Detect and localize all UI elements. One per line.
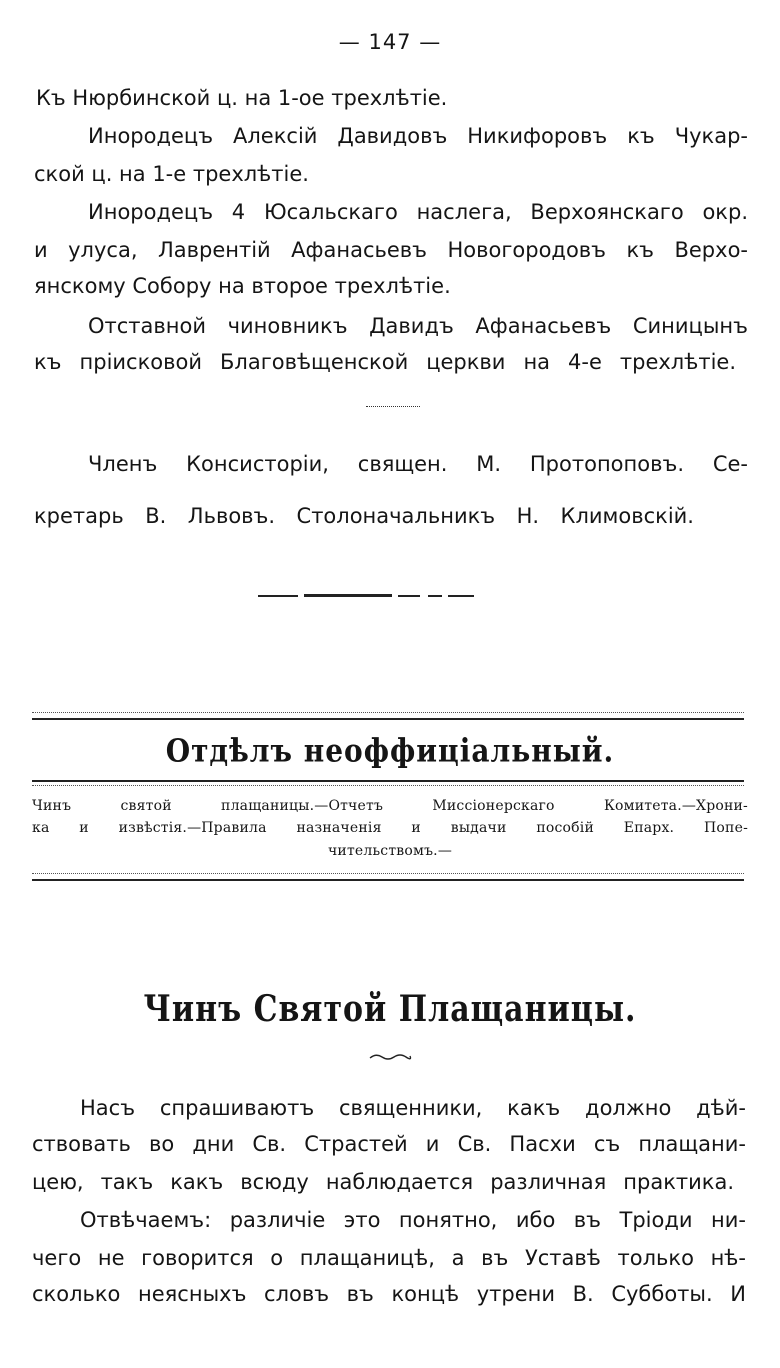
signature-line-1: Членъ Консисторіи, священ. М. Протопоповъ. Се- (88, 452, 748, 476)
tilde-ornament (368, 1052, 412, 1062)
appointment-line-6: янскому Собору на второе трехлѣтіе. (34, 274, 451, 298)
dotted-separator (366, 406, 420, 407)
section-rule-bottom-dotted (32, 873, 744, 874)
section-title: Отдѣлъ неоффиціальный. (165, 731, 615, 770)
appointment-line-7: Отставной чиновникъ Давидъ Афанасьевъ Синицынъ (88, 314, 748, 338)
section-contents-line-3: чительствомъ.— (327, 843, 453, 859)
section-rule-middle-dotted (32, 785, 744, 786)
article-line-3: цею, такъ какъ всюду наблюдается различная практика. (32, 1170, 734, 1194)
page-number: — 147 — (338, 30, 442, 54)
section-rule-middle (32, 780, 744, 782)
section-rule-top (32, 718, 744, 720)
article-line-5: чего не говорится о плащаницѣ, а въ Уставѣ только нѣ- (32, 1246, 746, 1270)
ornamental-divider (258, 594, 474, 598)
signature-line-2: кретарь В. Львовъ. Столоначальникъ Н. Климовскій. (34, 504, 694, 528)
section-contents-line-1: Чинъ святой плащаницы.—Отчетъ Миссіонерскаго Комитета.—Хрони- (32, 798, 748, 814)
section-contents-line-2: ка и извѣстія.—Правила назначенія и выдачи пособій Епарх. Попе- (32, 820, 748, 836)
appointment-line-5: и улуса, Лаврентій Афанасьевъ Новогородовъ къ Верхо- (34, 238, 748, 262)
article-line-6: сколько неясныхъ словъ въ концѣ утрени В. Субботы. И (32, 1282, 746, 1306)
appointment-line-3: ской ц. на 1-е трехлѣтіе. (34, 162, 309, 186)
appointment-line-4: Инородецъ 4 Юсальскаго наслега, Верхоянскаго окр. (88, 200, 748, 224)
article-title: Чинъ Святой Плащаницы. (143, 988, 637, 1031)
appointment-line-2: Инородецъ Алексій Давидовъ Никифоровъ къ Чукар- (88, 124, 748, 148)
section-rule-bottom (32, 879, 744, 881)
appointment-line-1: Къ Нюрбинской ц. на 1-ое трехлѣтіе. (36, 86, 448, 110)
section-rule-top-dotted (32, 712, 744, 713)
article-line-1: Насъ спрашиваютъ священники, какъ должно дѣй- (80, 1096, 746, 1120)
article-line-2: ствовать во дни Св. Страстей и Св. Пасхи съ плащани- (32, 1132, 746, 1156)
article-line-4: Отвѣчаемъ: различіе это понятно, ибо въ Тріоди ни- (80, 1208, 746, 1232)
appointment-line-8: къ пріисковой Благовѣщенской церкви на 4-е трехлѣтіе. (34, 350, 736, 374)
